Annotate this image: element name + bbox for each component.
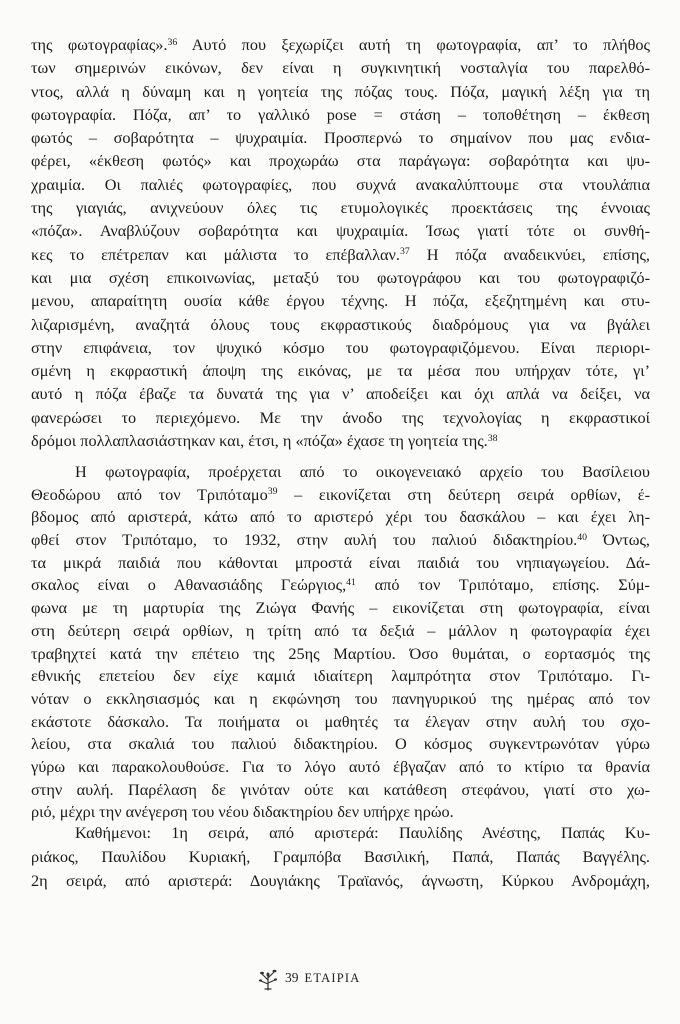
text-line: νόταν ο εκκλησιασμός και η εκφώνηση του πανηγυρικού της ημέρας από τον: [31, 688, 650, 708]
paragraph-pose: [31, 33, 650, 452]
line-text: Η πόζα αναδεικνύει, επίσης,: [409, 244, 650, 264]
text-line: αυτό η πόζα έβαζε τα δυνατά της για ν’ αποδείξει και όχι απλά να δείξει, να: [31, 384, 650, 404]
text-line: εκάστοτε δάσκαλο. Τα ποιήματα οι μαθητές τα έλεγαν στην αυλή του σχο-: [31, 711, 650, 731]
text-line: ριάκος, Παυλίδου Κυριακή, Γραμπόβα Βασιλική, Παπά, Παπάς Βαγγέλης.: [31, 847, 650, 866]
text-line: τα μικρά παιδιά που κάθονται μπροστά είναι παιδιά του νηπιαγωγείου. Δά-: [31, 552, 650, 572]
footnote-ref: 36: [167, 36, 178, 48]
text-line: στη δεύτερη σειρά ορθίων, η τρίτη από τα δεξιά – μάλλον η φωτογραφία έχει: [31, 620, 650, 640]
footnote-ref: 39: [267, 486, 278, 498]
line-text: κες το επέτρεπαν και μάλιστα το επέβαλλαν.: [31, 244, 400, 264]
line-text: από τον Τριπόταμο, επίσης. Σύμ-: [355, 575, 650, 595]
line-text: Θεοδώρου από τον Τριπόταμο: [31, 484, 268, 504]
footnote-ref: 41: [346, 577, 356, 589]
text-line: φανερώσει το περιεχόμενο. Με την άνοδο της τεχνολογίας η εκφραστικοί: [31, 407, 650, 427]
footnote-ref: 38: [487, 432, 498, 444]
page-footer: [257, 965, 361, 991]
text-line: [31, 429, 650, 452]
text-line: βδομος από αριστερά, κάτω από το αριστερό χέρι του δασκάλου – και έχει λη-: [31, 507, 650, 527]
text-line: φέρει, «έκθεση φωτός» και προχωράω στα παράγωγα: σοβαρότητα και ψυ-: [31, 151, 650, 171]
text-line: [31, 243, 650, 266]
line-text: δρόμοι πολλαπλασιάστηκαν και, έτσι, η «πόζα» έχασε τη γοητεία της.: [31, 431, 488, 451]
text-line: Η φωτογραφία, προέρχεται από το οικογενειακό αρχείο του Βασίλειου: [75, 462, 650, 481]
text-line: γύρω και παρακολουθούσε. Για το λόγο αυτό έβγαζαν από το κτίριο τα θρανία: [31, 756, 650, 776]
text-line: σμένη η εκφραστική άποψη της εικόνας, με τα μέσα που υπήρχαν τότε, γι’: [31, 361, 650, 381]
text-line: και μια σχέση επικοινωνίας, μεταξύ του φωτογράφου και του φωτογραφιζό-: [31, 267, 650, 287]
text-line: [31, 574, 650, 597]
text-line: λείου, στα σκαλιά του παλιού διδακτηρίου. Ο κόσμος συγκεντρωνόταν γύρω: [31, 734, 650, 754]
text-line: εθνικής επετείου δεν είχε καμιά ιδιαίτερη λαμπρότητα στον Τριπόταμο. Γι-: [31, 666, 650, 686]
text-line: μενου, απαραίτητη ουσία κάθε έργου τέχνης. Η πόζα, εξεζητημένη και στυ-: [31, 291, 650, 311]
text-line: στην επιφάνεια, τον ψυχικό κόσμο του φωτογραφιζόμενου. Είναι περιορι-: [31, 337, 650, 357]
line-text: Αυτό που ξεχωρίζει αυτή τη φωτογραφία, απ’ το πλήθος: [177, 35, 651, 54]
text-line: Καθήμενοι: 1η σειρά, από αριστερά: Παυλίδης Ανέστης, Παπάς Κυ-: [75, 823, 650, 842]
publisher-name: ΕΤΑΙΡΙΑ: [304, 970, 361, 985]
text-line: λιζαρισμένη, αναζητά όλους τους εκφραστικούς διαδρόμους για να βγάλει: [31, 314, 650, 334]
text-line: [31, 33, 650, 56]
text-line: φωτογραφία. Πόζα, απ’ το γαλλικό pose = στάση – τοποθέτηση – έκθεση: [31, 104, 650, 124]
text-line: χραιμία. Οι παλιές φωτογραφίες, που συχνά ανακαλύπτουμε στα ντουλάπια: [31, 174, 650, 194]
text-line: ντος, αλλά η δύναμη και η γοητεία της πόζας τους. Πόζα, μαγική λέξη για τη: [31, 81, 650, 101]
text-line: τραβηχτεί κατά την επέτειο της 25ης Μαρτίου. Όσο θυμάται, ο εορτασμός της: [31, 643, 650, 663]
paragraph-caption-seated: [31, 821, 650, 893]
tree-emblem-icon: [257, 965, 279, 991]
text-line: των σημερινών εικόνων, δεν είναι η συγκινητική νοσταλγία του παρελθό-: [31, 58, 650, 78]
footnote-ref: 40: [577, 531, 587, 543]
line-text: της φωτογραφίας».: [31, 35, 168, 54]
line-text: φθεί στον Τριπόταμο, το 1932, στην αυλή του παλιού διδακτηρίου.: [31, 530, 578, 550]
text-line: 2η σειρά, από αριστερά: Δουγιάκης Τραϊανός, άγνωστη, Κύρκου Ανδρομάχη,: [31, 871, 650, 890]
line-text: σκαλος είναι ο Αθανασιάδης Γεώργιος,: [31, 575, 347, 595]
page-number: 39: [285, 970, 299, 985]
text-line: [31, 484, 650, 507]
line-text: Όντως,: [586, 530, 650, 550]
text-line: φωνα με τη μαρτυρία της Ζιώγα Φανής – εικονίζεται στη φωτογραφία, είναι: [31, 598, 650, 618]
line-text: – εικονίζεται στη δεύτερη σειρά ορθίων, έ-: [277, 484, 650, 504]
text-line: ριό, μέχρι την ανέγερση του νέου διδακτηρίου δεν υπήρχε ηρώο.: [31, 802, 454, 822]
text-line: της γιαγιάς, ανιχνεύουν όλες τις ετυμολογικές προεκτάσεις της έννοιας: [31, 198, 650, 218]
text-line: «πόζα». Αναβλύζουν σοβαρότητα και ψυχραιμία. Ίσως γιατί τότε οι συνθή-: [31, 221, 650, 241]
footnote-ref: 37: [399, 246, 410, 258]
text-line: φωτός – σοβαρότητα – ψυχραιμία. Προσπερνώ το σημαίνον που μας ενδια-: [31, 128, 650, 148]
text-line: στην αυλή. Παρέλαση δε γινόταν ούτε και κατάθεση στεφάνου, γιατί στο χω-: [31, 779, 650, 799]
text-line: [31, 529, 650, 552]
paragraph-photo-description: [31, 461, 650, 824]
